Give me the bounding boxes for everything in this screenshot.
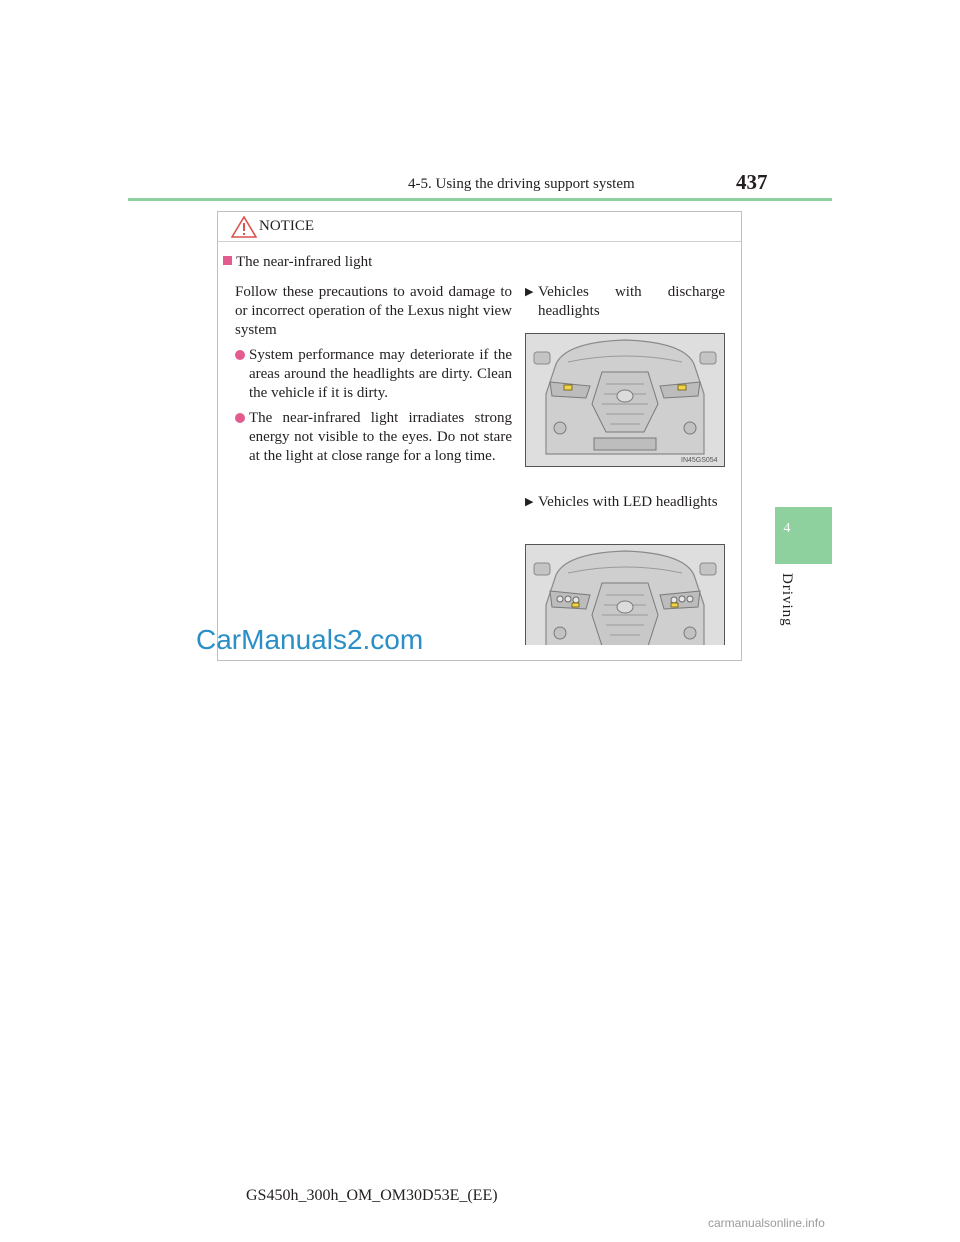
notice-subhead xyxy=(223,254,372,271)
car-front-image xyxy=(526,545,724,645)
bullet-dot-icon xyxy=(235,350,245,360)
footer-code: GS450h_300h_OM_OM30D53E_(EE) xyxy=(246,1187,498,1204)
triangle-arrow-icon: ▶ xyxy=(525,286,534,298)
page-number: 437 xyxy=(736,170,768,194)
chapter-label: Driving xyxy=(779,573,795,627)
chapter-number: 4 xyxy=(783,521,791,536)
bullet-dot-icon xyxy=(235,413,245,423)
header-rule xyxy=(128,198,832,201)
notice-box xyxy=(217,211,742,661)
left-column xyxy=(235,283,512,472)
warning-triangle-icon xyxy=(231,216,257,238)
variant-item-led xyxy=(525,493,725,512)
car-illustration-discharge xyxy=(525,333,725,467)
variant-label: Vehicles with discharge headlights xyxy=(538,284,725,319)
right-column xyxy=(525,283,725,321)
bullet-text: The near-infrared light irradiates strong energy not visible to the eyes. Do not stare at the light at close range for a long time. xyxy=(249,410,512,464)
figure-code: IN45GS054 xyxy=(681,457,718,464)
intro-text: Follow these precautions to avoid damage to or incorrect operation of the Lexus night view system xyxy=(235,284,512,338)
notice-title: NOTICE xyxy=(259,218,314,234)
bullet-text: System performance may deteriorate if the areas around the headlights are dirty. Clean the vehicle if it is dirty. xyxy=(249,347,512,401)
right-column-lower xyxy=(525,493,725,512)
car-illustration-led xyxy=(525,544,725,645)
variant-label: Vehicles with LED headlights xyxy=(538,494,718,510)
variant-item-discharge xyxy=(525,283,725,321)
watermark-logo: CarManuals2.com xyxy=(196,624,424,655)
car-front-image xyxy=(526,334,724,466)
square-bullet-icon xyxy=(223,256,232,265)
bullet-item xyxy=(235,346,512,403)
notice-header xyxy=(218,212,741,242)
section-title: 4-5. Using the driving support system xyxy=(408,176,635,192)
site-watermark: carmanualsonline.info xyxy=(708,1216,825,1230)
bullet-item xyxy=(235,409,512,466)
triangle-arrow-icon: ▶ xyxy=(525,496,534,508)
notice-subhead-text: The near-infrared light xyxy=(236,254,373,270)
